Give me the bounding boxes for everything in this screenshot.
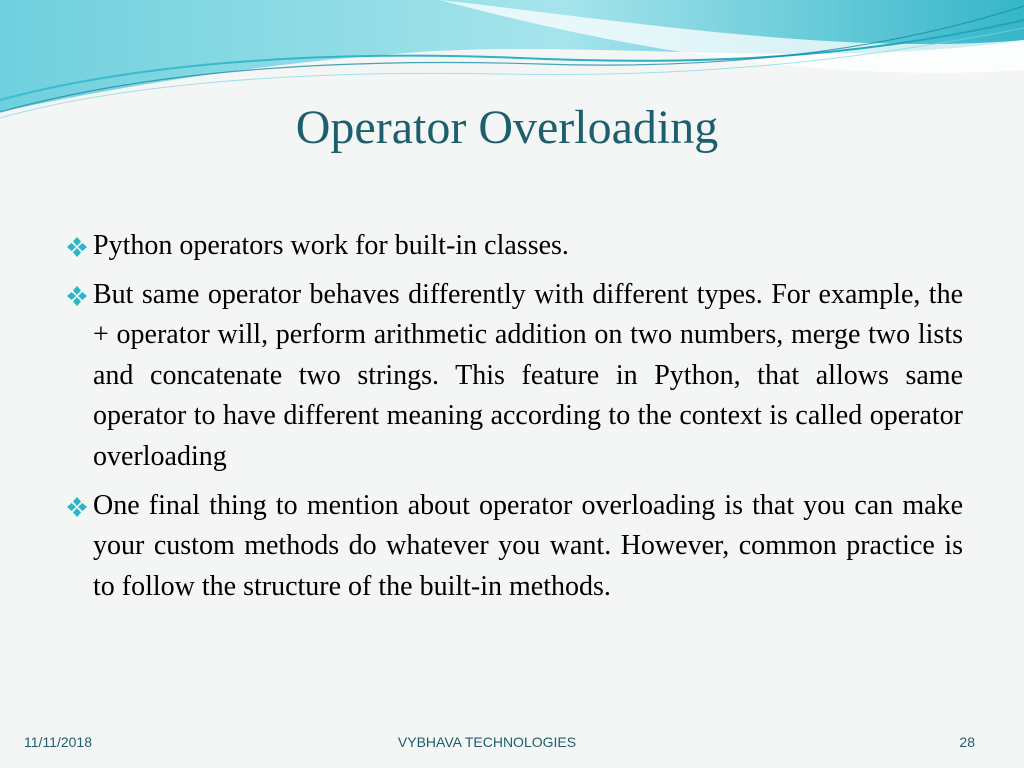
footer-company: VYBHAVA TECHNOLOGIES — [397, 734, 577, 750]
bullet-item — [66, 275, 963, 478]
footer-date: 11/11/2018 — [24, 734, 92, 750]
slide-title: Operator Overloading — [295, 101, 719, 154]
four-diamond-bullet-icon — [66, 285, 88, 307]
four-diamond-bullet-icon — [66, 496, 88, 518]
bullet-item — [66, 486, 963, 608]
four-diamond-bullet-icon — [66, 236, 88, 258]
bullet-list — [66, 226, 963, 615]
footer-page-number: 28 — [959, 734, 975, 750]
bullet-text: But same operator behaves differently with different types. For example, the + operator will, perform arithmetic addition on two numbers, merge two lists and concatenate two strings. This feature in Python, that allows same operator to have different meaning according to the context is called operator overloading — [93, 278, 963, 472]
bullet-text: One final thing to mention about operator overloading is that you can make your custom methods do whatever you want. However, common practice is to follow the structure of the built-in methods. — [93, 489, 963, 602]
bullet-item — [66, 226, 963, 267]
bullet-text: Python operators work for built-in classes. — [93, 230, 569, 261]
